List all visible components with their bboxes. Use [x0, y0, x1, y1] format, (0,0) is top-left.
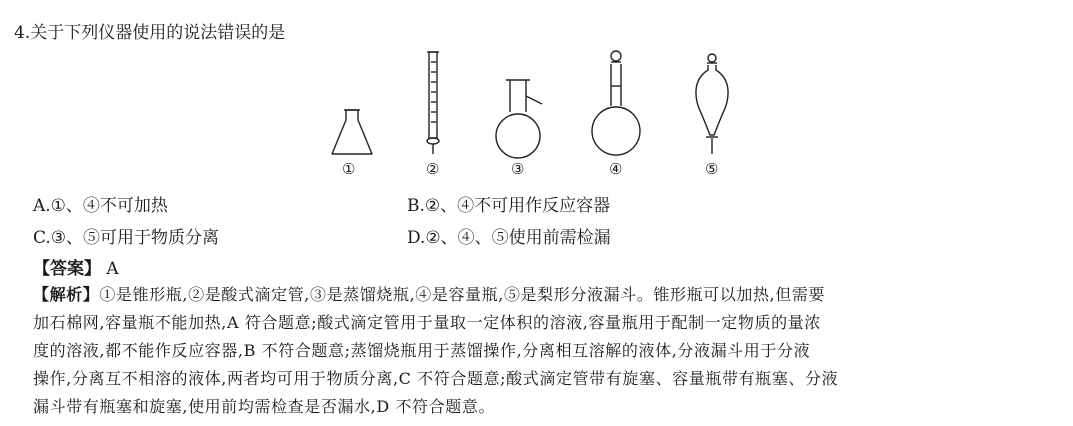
- answer-value: A: [106, 259, 119, 279]
- figure-label-4: ④: [609, 160, 623, 178]
- analysis-block: [33, 281, 1033, 421]
- conical-flask-icon: [332, 110, 372, 154]
- analysis-text-1: ①是锥形瓶,②是酸式滴定管,③是蒸馏烧瓶,④是容量瓶,⑤是梨形分液漏斗。锥形瓶可以加热,但需要: [99, 285, 826, 304]
- option-c[interactable]: C.③、⑤可用于物质分离: [33, 228, 220, 248]
- figure-label-1: ①: [342, 160, 356, 178]
- option-d[interactable]: D.②、④、⑤使用前需检漏: [407, 228, 611, 248]
- analysis-line-2: 加石棉网,容量瓶不能加热,A 符合题意;酸式滴定管用于量取一定体积的溶液,容量瓶用于配制一定物质的量浓: [33, 313, 821, 332]
- answer-tag: 【答案】: [33, 259, 101, 279]
- question-title: 4.关于下列仪器使用的说法错误的是: [14, 23, 286, 43]
- figure-label-3: ③: [511, 160, 525, 178]
- volumetric-flask-icon: [592, 51, 640, 155]
- answer-line: [33, 254, 119, 279]
- apparatus-figure: [320, 40, 740, 185]
- figure-label-2: ②: [426, 160, 440, 178]
- acid-burette-icon: [427, 52, 439, 154]
- distillation-flask-icon: [496, 80, 542, 158]
- analysis-tag: 【解析】: [33, 285, 100, 304]
- option-a[interactable]: A.①、④不可加热: [33, 196, 168, 216]
- separatory-funnel-icon: [696, 54, 728, 154]
- analysis-line-3: 度的溶液,都不能作反应容器,B 不符合题意;蒸馏烧瓶用于蒸馏操作,分离相互溶解的液体,分液漏斗用于分液: [33, 341, 811, 360]
- option-b[interactable]: B.②、④不可用作反应容器: [407, 196, 611, 216]
- analysis-line-5: 漏斗带有瓶塞和旋塞,使用前均需检查是否漏水,D 不符合题意。: [33, 397, 496, 416]
- analysis-line-1: [33, 281, 1033, 309]
- figure-label-5: ⑤: [705, 160, 719, 178]
- analysis-line-4: 操作,分离互不相溶的液体,两者均可用于物质分离,C 不符合题意;酸式滴定管带有旋塞、容量瓶带有瓶塞、分液: [33, 369, 839, 388]
